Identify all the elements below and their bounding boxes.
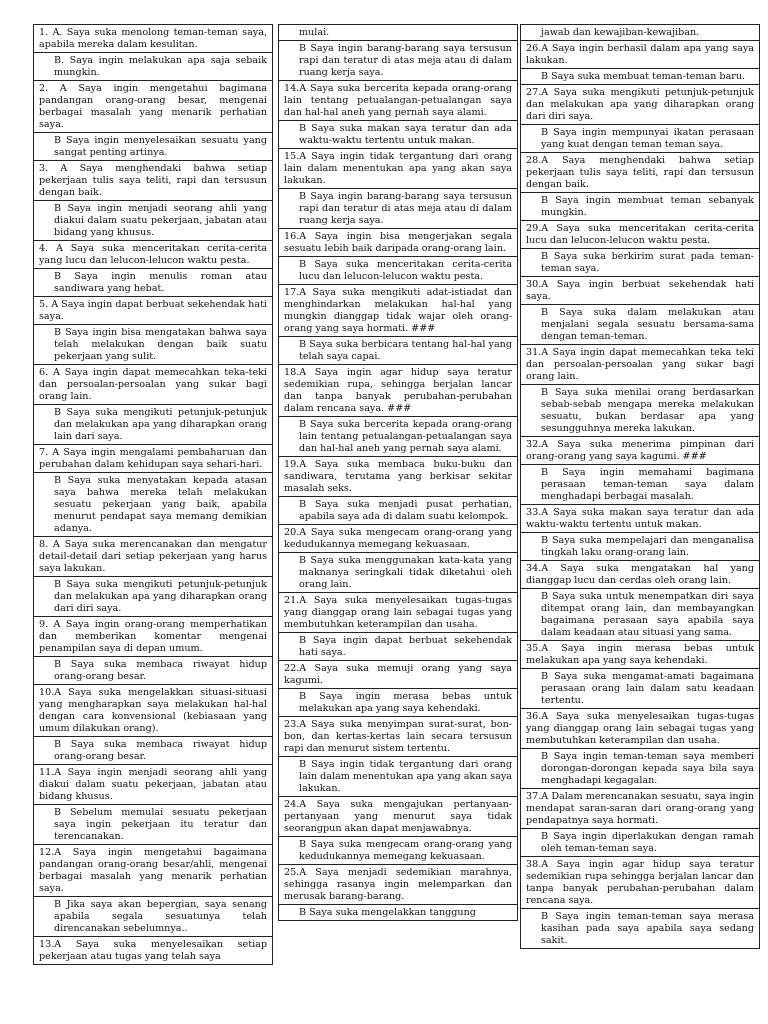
statement-option-a: 29.A Saya suka menceritakan cerita-cerita lucu dan lelucon-lelucon waktu pesta. xyxy=(521,221,759,249)
statement-option-b: B Saya suka mempelajari dan menganalisa tingkah laku orang-orang lain. xyxy=(521,533,759,561)
questionnaire-column-1 xyxy=(33,24,273,965)
statement-option-a: 5. A Saya ingin dapat berbuat sekehendak hati saya. xyxy=(34,297,272,325)
statement-option-a: 25.A Saya menjadi sedemikian marahnya, sehingga rasanya ingin melemparkan dan merusak barang-barang. xyxy=(279,865,517,905)
statement-option-a: 34.A Saya suka mengatakan hal yang dianggap lucu dan cerdas oleh orang lain. xyxy=(521,561,759,589)
statement-option-b: B Saya ingin merasa bebas untuk melakukan apa yang saya kehendaki. xyxy=(279,689,517,717)
statement-continuation: mulai. xyxy=(279,25,517,41)
statement-option-b: B Saya suka mengecam orang-orang yang kedudukannya memegang kekuasaan. xyxy=(279,837,517,865)
statement-option-b: B Saya suka menceritakan cerita-cerita lucu dan lelucon-lelucon waktu pesta. xyxy=(279,257,517,285)
statement-option-b: B Saya suka membuat teman-teman baru. xyxy=(521,69,759,85)
statement-option-b: B Sebelum memulai sesuatu pekerjaan saya ingin pekerjaan itu teratur dan terencanakan. xyxy=(34,805,272,845)
statement-option-a: 13.A Saya suka menyelesaikan setiap pekerjaan atau tugas yang telah saya xyxy=(39,939,267,962)
statement-option-b: B Jika saya akan bepergian, saya senang apabila segala sesuatunya telah direncanakan sebelumnya.. xyxy=(34,897,272,937)
statement-option-b: B Saya suka menggunakan kata-kata yang maknanya seringkali tidak diketahui oleh orang lain. xyxy=(279,553,517,593)
statement-option-b: B Saya suka membaca riwayat hidup orang-orang besar. xyxy=(34,737,272,765)
statement-option-b: B Saya suka membaca riwayat hidup orang-orang besar. xyxy=(34,657,272,685)
statement-option-b: B Saya ingin barang-barang saya tersusun rapi dan teratur di atas meja atau di dalam ruang kerja saya. xyxy=(279,41,517,81)
statement-option-a: 33.A Saya suka makan saya teratur dan ada waktu-waktu tertentu untuk makan. xyxy=(521,505,759,533)
statement-option-b: B Saya suka menjadi pusat perhatian, apabila saya ada di dalam suatu kelompok. xyxy=(279,497,517,525)
statement-option-b: B Saya suka berkirim surat pada teman-teman saya. xyxy=(521,249,759,277)
statement-option-a: 6. A Saya ingin dapat memecahkan teka-teki dan persoalan-persoalan yang sukar bagi orang lain. xyxy=(34,365,272,405)
statement-option-b: B Saya suka makan saya teratur dan ada waktu-waktu tertentu untuk makan. xyxy=(279,121,517,149)
statement-option-a: 16.A Saya ingin bisa mengerjakan segala sesuatu lebih baik daripada orang-orang lain. xyxy=(279,229,517,257)
statement-option-b: B Saya ingin menjadi seorang ahli yang diakui dalam suatu pekerjaan, jabatan atau bidang yang khusus. xyxy=(34,201,272,241)
statement-option-a: 18.A Saya ingin agar hidup saya teratur sedemikian rupa, sehingga berjalan lancar dan tanpa banyak perubahan-perubahan dalam rencana saya. ### xyxy=(279,365,517,417)
statement-option-a: 21.A Saya suka menyelesaikan tugas-tugas yang dianggap orang lain sebagai tugas yang membutuhkan keterampilan dan usaha. xyxy=(279,593,517,633)
statement-option-b: B Saya ingin membuat teman sebanyak mungkin. xyxy=(521,193,759,221)
statement-option-a: 14.A Saya suka bercerita kepada orang-orang lain tentang petualangan-petualangan saya dan hal-hal aneh yang pernah saya alami. xyxy=(279,81,517,121)
statement-option-a: 22.A Saya suka memuji orang yang saya kagumi. xyxy=(279,661,517,689)
statement-option-a: 30.A Saya ingin berbuat sekehendak hati saya. xyxy=(521,277,759,305)
statement-option-b: B Saya ingin memahami bagimana perasaan teman-teman saya dalam menghadapi berbagai masalah. xyxy=(521,465,759,505)
statement-option-a: 3. A Saya menghendaki bahwa setiap pekerjaan tulis saya teliti, rapi dan tersusun dengan baik. xyxy=(34,161,272,201)
questionnaire-column-3 xyxy=(520,24,760,949)
statement-option-b: B Saya suka untuk menempatkan diri saya ditempat orang lain, dan membayangkan bagaimana perasaan saya apabila saya dalam keadaan atau situasi yang sama. xyxy=(521,589,759,641)
statement-option-b: B Saya ingin bisa mengatakan bahwa saya telah melakukan dengan baik suatu pekerjaan yang sulit. xyxy=(34,325,272,365)
statement-option-b: B Saya ingin menulis roman atau sandiwara yang hebat. xyxy=(34,269,272,297)
statement-option-a: 8. A Saya suka merencanakan dan mengatur detail-detail dari setiap pekerjaan yang harus saya lakukan. xyxy=(34,537,272,577)
questionnaire-column-2 xyxy=(278,24,518,921)
statement-option-b: B. Saya ingin melakukan apa saja sebaik mungkin. xyxy=(34,53,272,81)
statement-option-a: 38.A Saya ingin agar hidup saya teratur sedemikian rupa sehingga berjalan lancar dan tanpa banyak perubahan-perubahan dalam rencana saya. xyxy=(521,857,759,909)
statement-option-a: 32.A Saya suka menerima pimpinan dari orang-orang yang saya kagumi. ### xyxy=(521,437,759,465)
statement-option-a: 26.A Saya ingin berhasil dalam apa yang saya lakukan. xyxy=(521,41,759,69)
statement-option-a: 23.A Saya suka menyimpan surat-surat, bon-bon, dan kertas-kertas lain secara tersusun rapi dan menurut sistem tertentu. xyxy=(279,717,517,757)
statement-option-a: 2. A Saya ingin mengetahui bagimana pandangan orang-orang besar, mengenai berbagai masalah yang menarik perhatian saya. xyxy=(34,81,272,133)
statement-option-b: B Saya suka menyatakan kepada atasan saya bahwa mereka telah melakukan sesuatu pekerjaan yang baik, apabila menurut pendapat saya memang demikian adanya. xyxy=(34,473,272,537)
statement-option-a: 36.A Saya suka menyelesaikan tugas-tugas yang dianggap orang lain sebagai tugas yang membutuhkan keterampilan dan usaha. xyxy=(521,709,759,749)
statement-option-a: 10.A Saya suka mengelakkan situasi-situasi yang mengharapkan saya melakukan hal-hal dengan cara konvensional (kebiasaan yang umum dilakukan orang). xyxy=(34,685,272,737)
statement-option-a: 7. A Saya ingin mengalami pembaharuan dan perubahan dalam kehidupan saya sehari-hari. xyxy=(34,445,272,473)
statement-option-a: 15.A Saya ingin tidak tergantung dari orang lain dalam menentukan apa yang akan saya lakukan. xyxy=(279,149,517,189)
statement-option-a: 35.A Saya ingin merasa bebas untuk melakukan apa yang saya kehendaki. xyxy=(521,641,759,669)
statement-option-a: 27.A Saya suka mengikuti petunjuk-petunjuk dan melakukan apa yang diharapkan orang dari diri saya. xyxy=(521,85,759,125)
statement-option-b: B Saya ingin barang-barang saya tersusun rapi dan teratur di atas meja atau di dalam ruang kerja saya. xyxy=(279,189,517,229)
statement-option-b: B Saya suka mengikuti petunjuk-petunjuk dan melakukan apa yang diharapkan orang dari diri saya. xyxy=(34,577,272,617)
statement-option-a: 12.A Saya ingin mengetahui bagaimana pandangan orang-orang besar/ahli, mengenai berbagai masalah yang menarik perhatian saya. xyxy=(34,845,272,897)
statement-option-a: 20.A Saya suka mengecam orang-orang yang kedudukannya memegang kekuasaan. xyxy=(279,525,517,553)
statement-option-b: B Saya ingin tidak tergantung dari orang lain dalam menentukan apa yang akan saya lakukan. xyxy=(279,757,517,797)
statement-option-a: 19.A Saya suka membaca buku-buku dan sandiwara, terutama yang berkisar sekitar masalah seks. xyxy=(279,457,517,497)
statement-option-a: 11.A Saya ingin menjadi seorang ahli yang diakui dalam suatu pekerjaan, jabatan atau bidang khusus. xyxy=(34,765,272,805)
statement-option-b: B Saya suka dalam melakukan atau menjalani segala sesuatu bersama-sama dengan teman-teman. xyxy=(521,305,759,345)
statement-option-b: B Saya ingin mempunyai ikatan perasaan yang kuat dengan teman teman saya. xyxy=(521,125,759,153)
statement-option-b: B Saya suka berbicara tentang hal-hal yang telah saya capai. xyxy=(279,337,517,365)
statement-option-a: 17.A Saya suka mengikuti adat-istiadat dan menghindarkan melakukan hal-hal yang mungkin dianggap tidak wajar oleh orang-orang yang saya hormati. ### xyxy=(279,285,517,337)
statement-option-b: B Saya suka mengamat-amati bagaimana perasaan orang lain dalam satu keadaan tertentu. xyxy=(521,669,759,709)
statement-continuation: jawab dan kewajiban-kewajiban. xyxy=(521,25,759,41)
statement-option-b: B Saya ingin diperlakukan dengan ramah oleh teman-teman saya. xyxy=(521,829,759,857)
statement-option-a: 31.A Saya ingin dapat memecahkan teka teki dan persoalan-persoalan yang sukar bagi orang lain. xyxy=(521,345,759,385)
statement-option-a: 28.A Saya menghendaki bahwa setiap pekerjaan tulis saya teliti, rapi dan tersusun dengan baik. xyxy=(521,153,759,193)
statement-option-b: B Saya suka mengelakkan tanggung xyxy=(299,907,476,918)
statement-option-a: 37.A Dalam merencanakan sesuatu, saya ingin mendapat saran-saran dari orang-orang yang pendapatnya saya hormati. xyxy=(521,789,759,829)
statement-option-b: B Saya ingin teman-teman saya merasa kasihan pada saya apabila saya sedang sakit. xyxy=(541,911,754,946)
statement-option-b: B Saya suka mengikuti petunjuk-petunjuk dan melakukan apa yang diharapkan orang lain dari saya. xyxy=(34,405,272,445)
statement-option-b: B Saya suka bercerita kepada orang-orang lain tentang petualangan-petualangan saya dan hal-hal aneh yang pernah saya alami. xyxy=(279,417,517,457)
statement-option-b: B Saya ingin teman-teman saya memberi dorongan-dorongan kepada saya bila saya menghadapi kegagalan. xyxy=(521,749,759,789)
statement-option-b: B Saya ingin menyelesaikan sesuatu yang sangat penting artinya. xyxy=(34,133,272,161)
statement-option-a: 9. A Saya ingin orang-orang memperhatikan dan memberikan komentar mengenai penampilan saya di depan umum. xyxy=(34,617,272,657)
statement-option-a: 4. A Saya suka menceritakan cerita-cerita yang lucu dan lelucon-lelucon waktu pesta. xyxy=(34,241,272,269)
statement-option-a: 24.A Saya suka mengajukan pertanyaan-pertanyaan yang menurut saya tidak seorangpun akan dapat menjawabnya. xyxy=(279,797,517,837)
statement-option-b: B Saya ingin dapat berbuat sekehendak hati saya. xyxy=(279,633,517,661)
statement-option-a: 1. A. Saya suka menolong teman-teman saya, apabila mereka dalam kesulitan. xyxy=(34,25,272,53)
statement-option-b: B Saya suka menilai orang berdasarkan sebab-sebab mengapa mereka melakukan sesuatu, bukan berdasar apa yang sesungguhnya mereka lakukan. xyxy=(521,385,759,437)
